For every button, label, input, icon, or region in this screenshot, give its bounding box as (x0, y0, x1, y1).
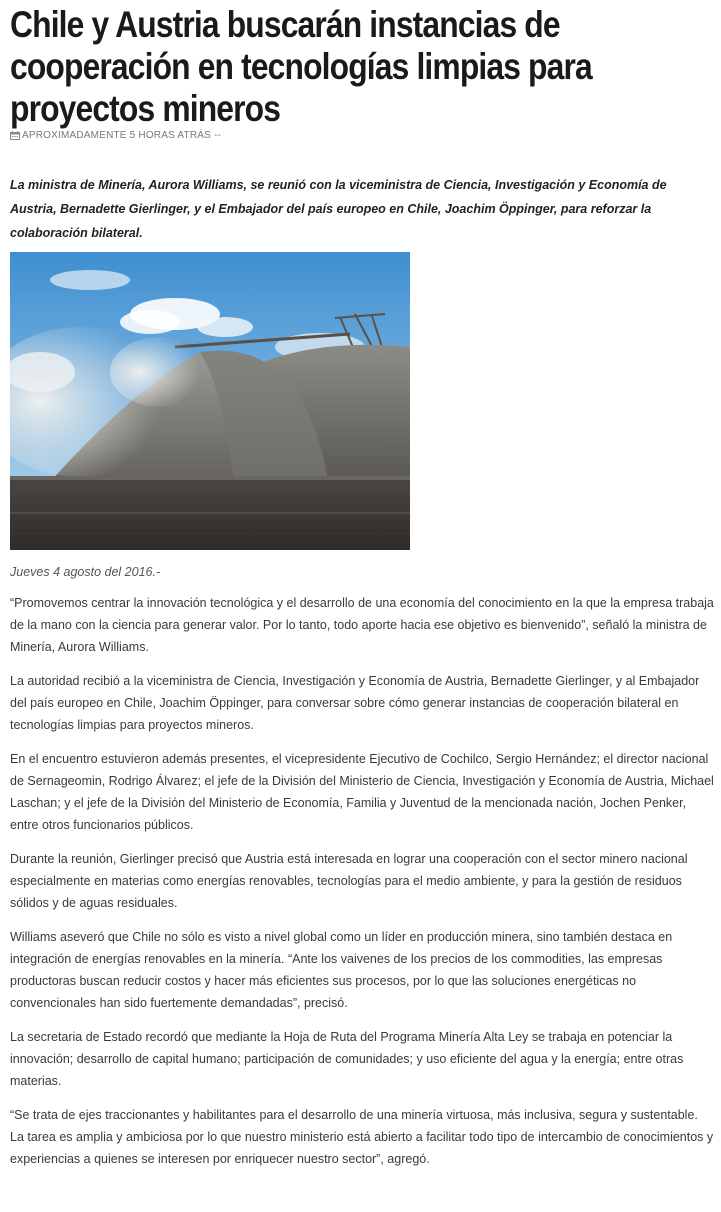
article-paragraph: La secretaria de Estado recordó que mediante la Hoja de Ruta del Programa Minería Alta Ley se trabaja en potenciar la innovación; desarrollo de capital humano; participación de comunidades; y uso eficiente del agua y la energía; entre otras materias. (10, 1030, 684, 1088)
calendar-icon (10, 131, 20, 140)
article-paragraph: La autoridad recibió a la viceministra de Ciencia, Investigación y Economía de Austria, Bernadette Gierlinger, y al Embajador del país europeo en Chile, Joachim Öppinger, para conversar sobre cómo generar instancias de cooperación bilateral en tecnologías limpias para proyectos mineros. (10, 674, 700, 732)
article-paragraph: “Se trata de ejes traccionantes y habilitantes para el desarrollo de una minería virtuosa, más inclusiva, segura y sustentable. La tarea es amplia y ambiciosa por lo que nuestro ministerio está abierto a facilitar todo tipo de intercambio de conocimientos y experiencias a quienes se interesen por enriquecer nuestro sector”, agregó. (10, 1108, 714, 1166)
article-paragraph: “Promovemos centrar la innovación tecnológica y el desarrollo de una economía del conocimiento en la que la empresa trabaja de la mano con la ciencia para generar valor. Por lo tanto, todo aporte hacia ese objetivo es bienvenido”, señaló la ministra de Minería, Aurora Williams. (10, 596, 714, 654)
article-paragraph: Williams aseveró que Chile no sólo es visto a nivel global como un líder en producción minera, sino también destaca en integración de energías renovables en la minería. “Ante los vaivenes de los precios de los commodities, las empresas productoras buscan reducir costos y hacer más eficientes sus procesos, por lo que las soluciones energéticas no convencionales han sido fuertemente demandadas”, precisó. (10, 930, 673, 1010)
article-paragraph: En el encuentro estuvieron además presentes, el vicepresidente Ejecutivo de Cochilco, Sergio Hernández; el director nacional de Sernageomin, Rodrigo Álvarez; el jefe de la División del Ministerio de Ciencia, Investigación y Economía de Austria, Michael Laschan; y el jefe de la División del Ministerio de Economía, Familia y Juventud de la mencionada nación, Jochen Penker, entre otros funcionarios públicos. (10, 752, 714, 832)
article-title: Chile y Austria buscarán instancias de cooperación en tecnologías limpias para proyectos mineros (10, 4, 592, 129)
article-body (10, 592, 715, 1182)
article-lead: La ministra de Minería, Aurora Williams, se reunió con la viceministra de Ciencia, Investigación y Economía de Austria, Bernadette Gierlinger, y el Embajador del país europeo en Chile, Joachim Öppinger, para reforzar la colaboración bilateral. (10, 178, 667, 240)
article-date: Jueves 4 agosto del 2016.- (10, 565, 161, 579)
article-hero-image (10, 252, 410, 550)
article-meta (10, 130, 221, 141)
article-timestamp: APROXIMADAMENTE 5 HORAS ATRÁS -- (22, 130, 222, 141)
article-paragraph: Durante la reunión, Gierlinger precisó que Austria está interesada en lograr una cooperación con el sector minero nacional especialmente en materias como energías renovables, tecnologías para el medio ambiente, y para la gestión de residuos sólidos y de aguas residuales. (10, 852, 688, 910)
